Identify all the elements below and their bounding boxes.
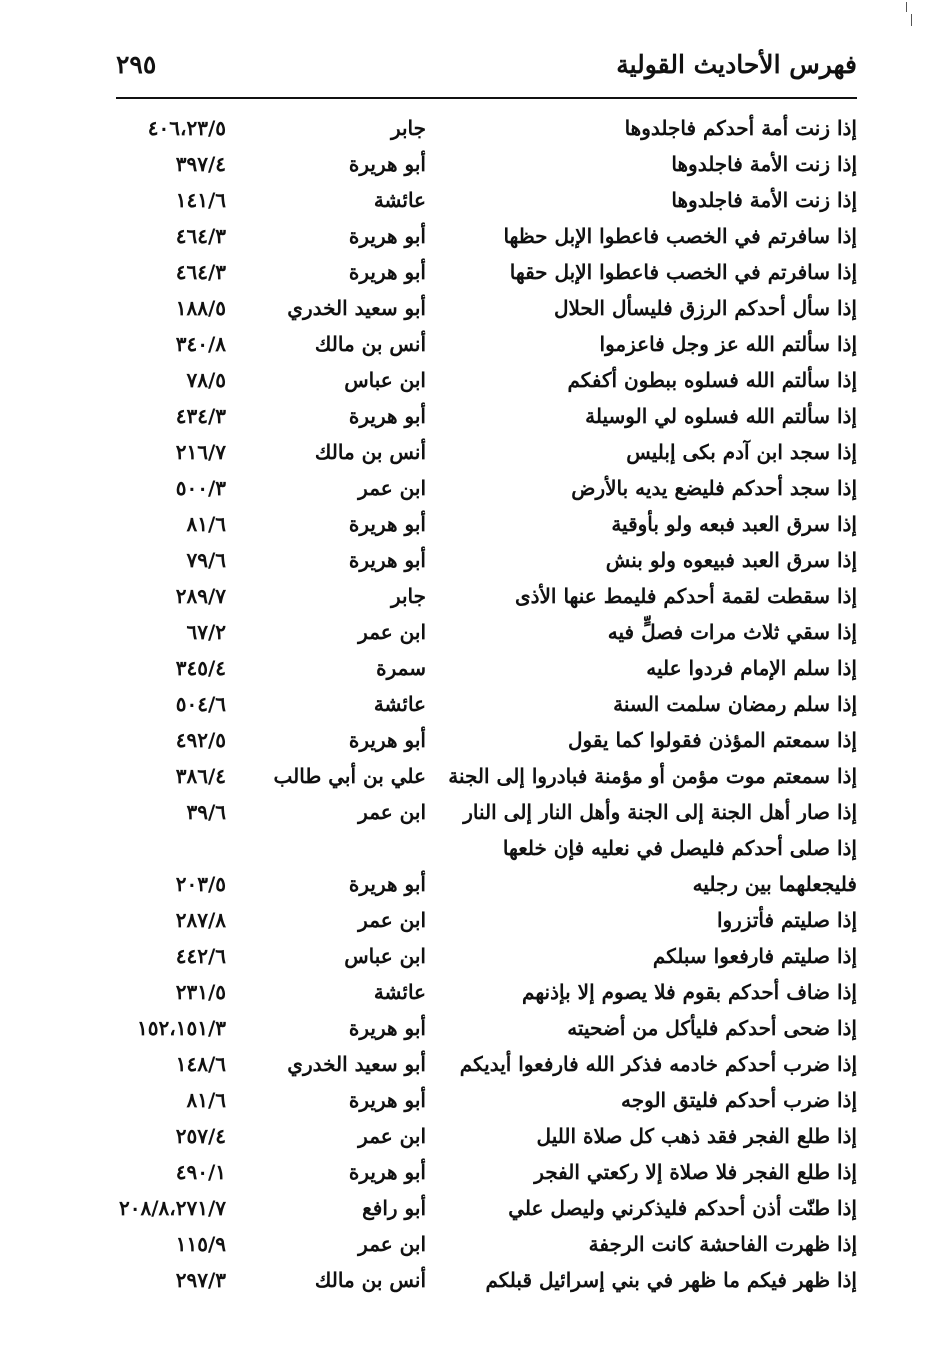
volume-page-reference: ٣٤٥/٤ [175,656,226,680]
volume-page-reference: ٥٠٤/٦ [175,692,226,716]
hadith-text: إذا ظهر فيكم ما ظهر في بني إسرائيل قبلكم [485,1268,857,1292]
header-rule [116,97,857,99]
index-entry [116,1262,857,1298]
index-entry [116,794,857,830]
volume-page-reference: ٢٥٧/٤ [175,1124,226,1148]
volume-page-reference: ٣٤٠/٨ [175,332,226,356]
narrator-name: أبو هريرة [348,512,426,536]
volume-page-reference: ٤٦٤/٣ [175,224,226,248]
index-entry [116,974,857,1010]
hadith-text: إذا ضرب أحدكم فليتق الوجه [621,1088,857,1112]
volume-page-reference: ٧٩/٦ [186,548,226,572]
index-entry [116,362,857,398]
hadith-text: إذا ضحى أحدكم فليأكل من أضحيته [567,1016,857,1040]
narrator-name: جابر [390,116,426,140]
index-entry [116,110,857,146]
volume-page-reference: ٤٣٤/٣ [175,404,226,428]
hadith-text: إذا صلى أحدكم فليصل في نعليه فإن خلعها [502,836,857,860]
hadith-text: إذا ضاف أحدكم بقوم فلا يصوم إلا بإذنهم [522,980,857,1004]
narrator-name: ابن عمر [358,620,426,644]
volume-page-reference: ٣٨٦/٤ [175,764,226,788]
volume-page-reference: ٣٩/٦ [186,800,226,824]
narrator-name: أبو هريرة [348,260,426,284]
index-entry [116,830,857,866]
index-entry [116,254,857,290]
narrator-name: عائشة [373,980,426,1004]
index-entry [116,326,857,362]
narrator-name: أنس بن مالك [314,332,426,356]
index-entry [116,578,857,614]
volume-page-reference: ٧٨/٥ [186,368,226,392]
index-entry [116,1226,857,1262]
volume-page-reference: ٦٧/٢ [186,620,226,644]
volume-page-reference: ٢٣١/٥ [175,980,226,1004]
volume-page-reference: ٢٠٨/٨،٢٧١/٧ [118,1196,226,1220]
narrator-name: ابن عمر [358,908,426,932]
hadith-text: إذا سرق العبد فبعه ولو بأوقية [611,512,857,536]
hadith-index-list [116,110,857,1298]
narrator-name: ابن عمر [358,1124,426,1148]
index-entry [116,686,857,722]
narrator-name: علي بن أبي طالب [273,764,426,788]
hadith-text: إذا زنت الأمة فاجلدوها [671,152,857,176]
narrator-name: أبو هريرة [348,872,426,896]
scan-mark [905,2,913,28]
volume-page-reference: ٢٨٩/٧ [175,584,226,608]
index-entry [116,470,857,506]
index-entry [116,1082,857,1118]
narrator-name: أبو سعيد الخدري [287,296,426,320]
volume-page-reference: ١٤٨/٦ [175,1052,226,1076]
volume-page-reference: ٤٤٢/٦ [175,944,226,968]
index-entry [116,650,857,686]
index-entry [116,902,857,938]
narrator-name: ابن عباس [344,368,426,392]
volume-page-reference: ٤٠٦،٢٣/٥ [147,116,226,140]
hadith-text: إذا طنّت أذن أحدكم فليذكرني وليصل علي [508,1196,857,1220]
volume-page-reference: ٢١٦/٧ [175,440,226,464]
hadith-text: إذا سقي ثلاث مرات فصلٍّ فيه [607,620,857,644]
hadith-text: إذا زنت الأمة فاجلدوها [671,188,857,212]
hadith-text: إذا صار أهل الجنة إلى الجنة وأهل النار إلى النار [463,800,857,824]
narrator-name: عائشة [373,188,426,212]
narrator-name: أنس بن مالك [314,1268,426,1292]
index-entry [116,722,857,758]
index-entry [116,1010,857,1046]
narrator-name: ابن عمر [358,476,426,500]
hadith-text: إذا سلم الإمام فردوا عليه [646,656,857,680]
hadith-text: إذا سجد أحدكم فليضع يديه بالأرض [571,476,857,500]
hadith-text: إذا سألتم الله عز وجل فاعزموا [599,332,857,356]
volume-page-reference: ٥٠٠/٣ [175,476,226,500]
hadith-text: إذا سقطت لقمة أحدكم فليمط عنها الأذى [514,584,857,608]
hadith-text: إذا سافرتم في الخصب فاعطوا الإبل حظها [503,224,857,248]
hadith-text: إذا سلم رمضان سلمت السنة [613,692,857,716]
narrator-name: أبو هريرة [348,1160,426,1184]
index-entry [116,614,857,650]
hadith-text: إذا سجد ابن آدم بكى إبليس [626,440,857,464]
index-entry [116,866,857,902]
narrator-name: ابن عمر [358,1232,426,1256]
volume-page-reference: ٢٩٧/٣ [175,1268,226,1292]
index-entry [116,938,857,974]
index-entry [116,290,857,326]
hadith-text: إذا ظهرت الفاحشة كانت الرجفة [588,1232,857,1256]
volume-page-reference: ٨١/٦ [186,512,226,536]
hadith-text: إذا سافرتم في الخصب فاعطوا الإبل حقها [509,260,857,284]
narrator-name: أبو هريرة [348,548,426,572]
narrator-name: عائشة [373,692,426,716]
index-entry [116,1118,857,1154]
hadith-text: إذا ضرب أحدكم خادمه فذكر الله فارفعوا أيديكم [459,1052,857,1076]
volume-page-reference: ١٥٢،١٥١/٣ [137,1016,226,1040]
hadith-text: إذا صليتم فأتزروا [716,908,857,932]
volume-page-reference: ٤٩٢/٥ [175,728,226,752]
narrator-name: أبو هريرة [348,728,426,752]
hadith-text: إذا زنت أمة أحدكم فاجلدوها [624,116,857,140]
index-entry [116,146,857,182]
narrator-name: أبو هريرة [348,1016,426,1040]
narrator-name: ابن عمر [358,800,426,824]
volume-page-reference: ٤٦٤/٣ [175,260,226,284]
narrator-name: أبو هريرة [348,224,426,248]
hadith-text: إذا سمعتم موت مؤمن أو مؤمنة فبادروا إلى الجنة [448,764,857,788]
narrator-name: جابر [390,584,426,608]
page-header [116,44,857,94]
index-entry [116,506,857,542]
narrator-name: أبو هريرة [348,1088,426,1112]
narrator-name: أبو رافع [362,1196,426,1220]
volume-page-reference: ٢٠٣/٥ [175,872,226,896]
volume-page-reference: ٨١/٦ [186,1088,226,1112]
volume-page-reference: ٢٨٧/٨ [175,908,226,932]
page-number: ٢٩٥ [116,50,157,79]
volume-page-reference: ١١٥/٩ [175,1232,226,1256]
index-entry [116,218,857,254]
hadith-text: إذا طلع الفجر فلا صلاة إلا ركعتي الفجر [534,1160,857,1184]
narrator-name: أبو هريرة [348,404,426,428]
hadith-text: إذا سألتم الله فسلوه ببطون أكفكم [567,368,857,392]
hadith-text: إذا سمعتم المؤذن فقولوا كما يقول [567,728,857,752]
index-entry [116,1046,857,1082]
volume-page-reference: ٤٩٠/١ [175,1160,226,1184]
hadith-text: فليجعلهما بين رجليه [692,872,857,896]
volume-page-reference: ١٤١/٦ [175,188,226,212]
hadith-text: إذا سألتم الله فسلوه لي الوسيلة [585,404,857,428]
narrator-name: أنس بن مالك [314,440,426,464]
volume-page-reference: ١٨٨/٥ [175,296,226,320]
index-entry [116,1154,857,1190]
index-entry [116,542,857,578]
narrator-name: ابن عباس [344,944,426,968]
narrator-name: أبو هريرة [348,152,426,176]
narrator-name: أبو سعيد الخدري [287,1052,426,1076]
index-entry [116,434,857,470]
index-entry [116,1190,857,1226]
running-title: فهرس الأحاديث القولية [616,50,857,79]
index-entry [116,398,857,434]
narrator-name: سمرة [376,656,426,680]
index-entry [116,182,857,218]
hadith-text: إذا سأل أحدكم الرزق فليسأل الحلال [553,296,857,320]
hadith-text: إذا صليتم فارفعوا سبلكم [652,944,857,968]
hadith-text: إذا سرق العبد فبيعوه ولو بنش [605,548,857,572]
volume-page-reference: ٣٩٧/٤ [175,152,226,176]
hadith-text: إذا طلع الفجر فقد ذهب كل صلاة الليل [536,1124,857,1148]
index-entry [116,758,857,794]
